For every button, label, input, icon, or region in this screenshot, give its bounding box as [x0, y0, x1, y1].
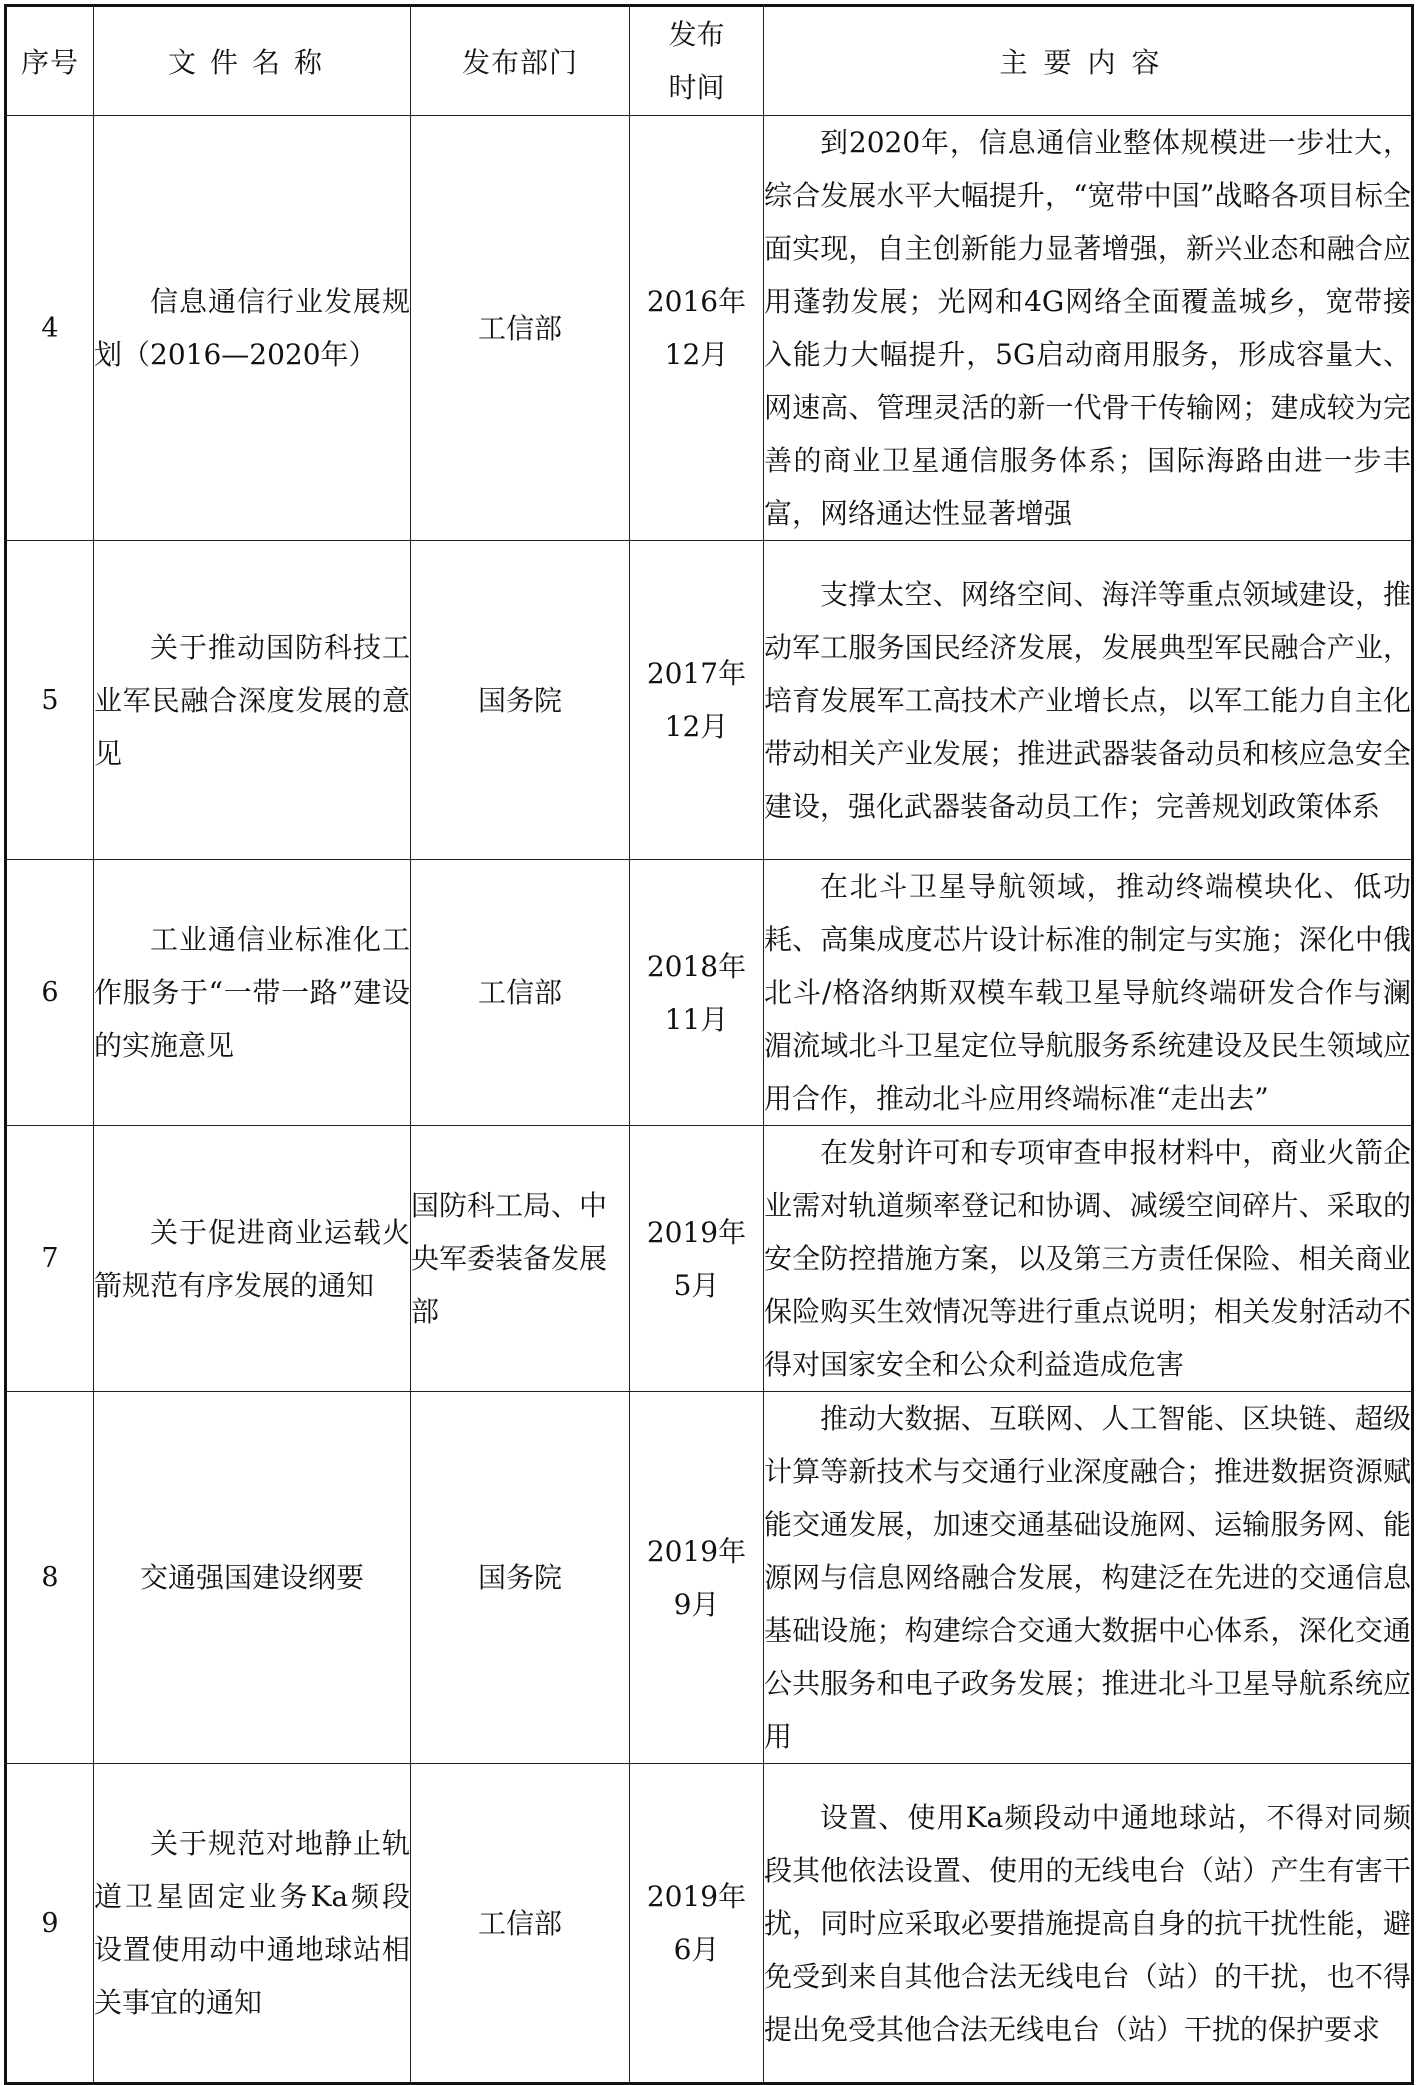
row-content: 支撑太空、网络空间、海洋等重点领域建设，推动军工服务国民经济发展，发展典型军民融合产业，培育发展军工高技术产业增长点，以军工能力自主化带动相关产业发展；推进武器装备动员和核应急安全建设，强化武器装备动员工作；完善规划政策体系 — [764, 541, 1413, 860]
row-month: 9月 — [673, 1587, 720, 1621]
row-name: 交通强国建设纲要 — [94, 1392, 411, 1764]
row-year: 2019年 — [646, 1534, 747, 1568]
header-dept: 发布部门 — [411, 6, 630, 116]
row-name: 信息通信行业发展规划（2016—2020年） — [94, 116, 411, 541]
row-name: 关于规范对地静止轨道卫星固定业务Ka频段设置使用动中通地球站相关事宜的通知 — [94, 1764, 411, 2084]
row-year: 2019年 — [646, 1215, 747, 1249]
row-month: 5月 — [673, 1268, 720, 1302]
row-name: 工业通信业标准化工作服务于“一带一路”建设的实施意见 — [94, 860, 411, 1126]
row-time — [630, 1764, 764, 2084]
table-row — [6, 1392, 1413, 1764]
table-row — [6, 860, 1413, 1126]
header-time-line1: 发布 — [668, 18, 725, 51]
table-row — [6, 541, 1413, 860]
header-time — [630, 6, 764, 116]
header-no: 序号 — [6, 6, 94, 116]
row-year: 2016年 — [646, 285, 747, 318]
policy-table — [4, 4, 1414, 2085]
row-month: 11月 — [664, 1002, 729, 1036]
row-time — [630, 541, 764, 860]
row-content: 在发射许可和专项审查申报材料中，商业火箭企业需对轨道频率登记和协调、减缓空间碎片、采取的安全防控措施方案，以及第三方责任保险、相关商业保险购买生效情况等进行重点说明；相关发射活动不得对国家安全和公众利益造成危害 — [764, 1126, 1413, 1392]
row-month: 6月 — [673, 1933, 720, 1966]
row-no: 9 — [6, 1764, 94, 2084]
header-name: 文件名称 — [94, 6, 411, 116]
row-no: 6 — [6, 860, 94, 1126]
row-month: 12月 — [664, 710, 729, 743]
row-time — [630, 860, 764, 1126]
row-no: 7 — [6, 1126, 94, 1392]
table-row — [6, 1764, 1413, 2084]
row-dept: 工信部 — [411, 860, 630, 1126]
row-dept: 工信部 — [411, 1764, 630, 2084]
row-dept: 国务院 — [411, 1392, 630, 1764]
row-time — [630, 1392, 764, 1764]
row-name: 关于促进商业运载火箭规范有序发展的通知 — [94, 1126, 411, 1392]
table-header-row — [6, 6, 1413, 116]
row-year: 2018年 — [646, 949, 747, 983]
row-dept: 工信部 — [411, 116, 630, 541]
row-content: 到2020年，信息通信业整体规模进一步壮大，综合发展水平大幅提升，“宽带中国”战略各项目标全面实现，自主创新能力显著增强，新兴业态和融合应用蓬勃发展；光网和4G网络全面覆盖城乡，宽带接入能力大幅提升，5G启动商用服务，形成容量大、网速高、管理灵活的新一代骨干传输网；建成较为完善的商业卫星通信服务体系；国际海路由进一步丰富，网络通达性显著增强 — [764, 116, 1413, 541]
row-dept: 国防科工局、中央军委装备发展部 — [411, 1126, 630, 1392]
row-no: 4 — [6, 116, 94, 541]
header-content: 主要内容 — [764, 6, 1413, 116]
row-no: 5 — [6, 541, 94, 860]
row-month: 12月 — [664, 338, 729, 371]
row-time — [630, 1126, 764, 1392]
row-year: 2019年 — [646, 1880, 747, 1913]
table-row — [6, 116, 1413, 541]
row-time — [630, 116, 764, 541]
table-row — [6, 1126, 1413, 1392]
row-content: 设置、使用Ka频段动中通地球站，不得对同频段其他依法设置、使用的无线电台（站）产生有害干扰，同时应采取必要措施提高自身的抗干扰性能，避免受到来自其他合法无线电台（站）的干扰，也不得提出免受其他合法无线电台（站）干扰的保护要求 — [764, 1764, 1413, 2084]
row-content: 在北斗卫星导航领域，推动终端模块化、低功耗、高集成度芯片设计标准的制定与实施；深化中俄北斗/格洛纳斯双模车载卫星导航终端研发合作与澜湄流域北斗卫星定位导航服务系统建设及民生领域应用合作，推动北斗应用终端标准“走出去” — [764, 860, 1413, 1126]
row-no: 8 — [6, 1392, 94, 1764]
row-name: 关于推动国防科技工业军民融合深度发展的意见 — [94, 541, 411, 860]
row-content: 推动大数据、互联网、人工智能、区块链、超级计算等新技术与交通行业深度融合；推进数据资源赋能交通发展，加速交通基础设施网、运输服务网、能源网与信息网络融合发展，构建泛在先进的交通信息基础设施；构建综合交通大数据中心体系，深化交通公共服务和电子政务发展；推进北斗卫星导航系统应用 — [764, 1392, 1413, 1764]
header-time-line2: 时间 — [668, 71, 725, 104]
row-year: 2017年 — [646, 657, 747, 690]
row-dept: 国务院 — [411, 541, 630, 860]
